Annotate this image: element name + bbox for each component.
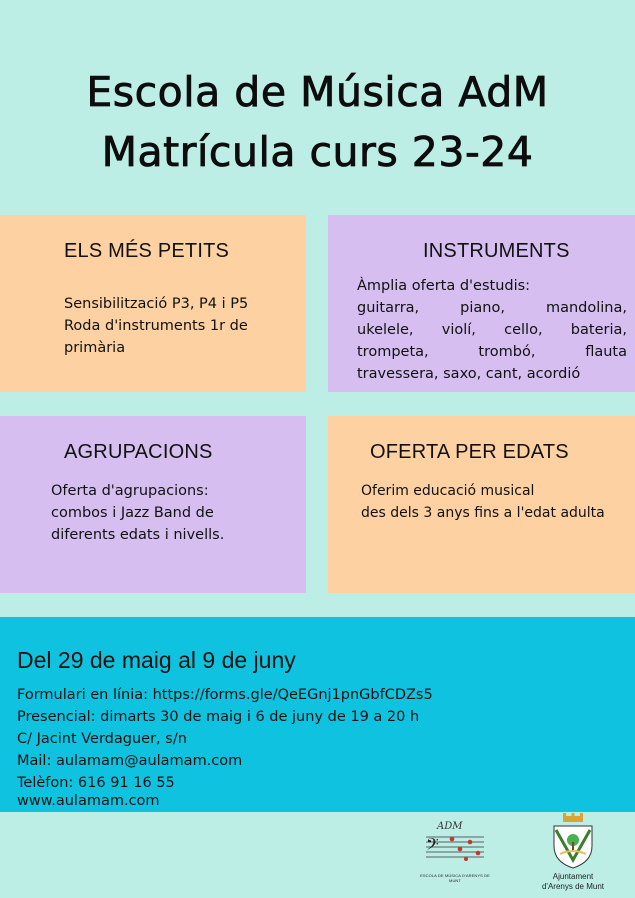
info-band xyxy=(0,617,635,812)
page-title-line-2: Matrícula curs 23-24 xyxy=(101,128,534,176)
text-line: Oferim educació musical xyxy=(361,483,535,499)
text-line: Sensibilització P3, P4 i P5 xyxy=(64,296,249,312)
website-link[interactable]: www.aulamam.com xyxy=(17,793,160,809)
text-line: ukelele, violí, cello, bateria, xyxy=(357,322,627,338)
online-form-line[interactable]: Formulari en línia: https://forms.gle/QeEGnj1pnGbfCDZs5 xyxy=(17,687,433,703)
svg-text:ADM: ADM xyxy=(437,821,463,832)
text-line: combos i Jazz Band de xyxy=(51,505,214,521)
text-line: primària xyxy=(64,340,126,356)
box-text xyxy=(64,293,276,359)
text-line: guitarra, piano, mandolina, xyxy=(357,300,627,316)
town-council-caption xyxy=(532,872,614,892)
in-person-line: Presencial: dimarts 30 de maig i 6 de juny de 19 a 20 h xyxy=(17,709,420,725)
caption-line: Ajuntament xyxy=(552,872,594,881)
phone-line: Telèfon: 616 91 16 55 xyxy=(17,775,175,791)
town-crest-icon xyxy=(532,812,614,870)
school-logo-caption: ESCOLA DE MÚSICA D'ARENYS DE MUNT xyxy=(420,873,490,883)
svg-text:𝄢: 𝄢 xyxy=(426,834,439,858)
box-heading: OFERTA PER EDATS xyxy=(370,441,569,463)
text-line: Roda d'instruments 1r de xyxy=(64,318,248,334)
town-council-logo xyxy=(532,812,614,892)
school-logo xyxy=(420,815,488,881)
box-instruments xyxy=(328,215,635,392)
enrolment-dates: Del 29 de maig al 9 de juny xyxy=(17,647,296,673)
box-text xyxy=(357,275,627,385)
text-line: travessera, saxo, cant, acordió xyxy=(357,366,581,382)
text-line: des dels 3 anys fins a l'edat adulta xyxy=(361,505,605,521)
box-mes-petits xyxy=(0,215,306,392)
box-text xyxy=(51,480,291,546)
music-staff-icon xyxy=(420,815,488,871)
box-text xyxy=(361,480,633,524)
text-line: diferents edats i nivells. xyxy=(51,527,225,543)
text-line: Àmplia oferta d'estudis: xyxy=(357,278,531,294)
box-oferta-edats xyxy=(328,416,635,593)
page-title-line-1: Escola de Música AdM xyxy=(86,68,549,116)
mail-line[interactable]: Mail: aulamam@aulamam.com xyxy=(17,753,243,769)
text-line: Oferta d'agrupacions: xyxy=(51,483,209,499)
box-heading: AGRUPACIONS xyxy=(64,441,213,463)
box-agrupacions xyxy=(0,416,306,593)
caption-line: d'Arenys de Munt xyxy=(541,882,604,891)
box-heading: INSTRUMENTS xyxy=(423,240,570,262)
address-line: C/ Jacint Verdaguer, s/n xyxy=(17,731,187,747)
text-line: trompeta, trombó, flauta xyxy=(357,344,627,360)
box-heading: ELS MÉS PETITS xyxy=(64,240,230,262)
